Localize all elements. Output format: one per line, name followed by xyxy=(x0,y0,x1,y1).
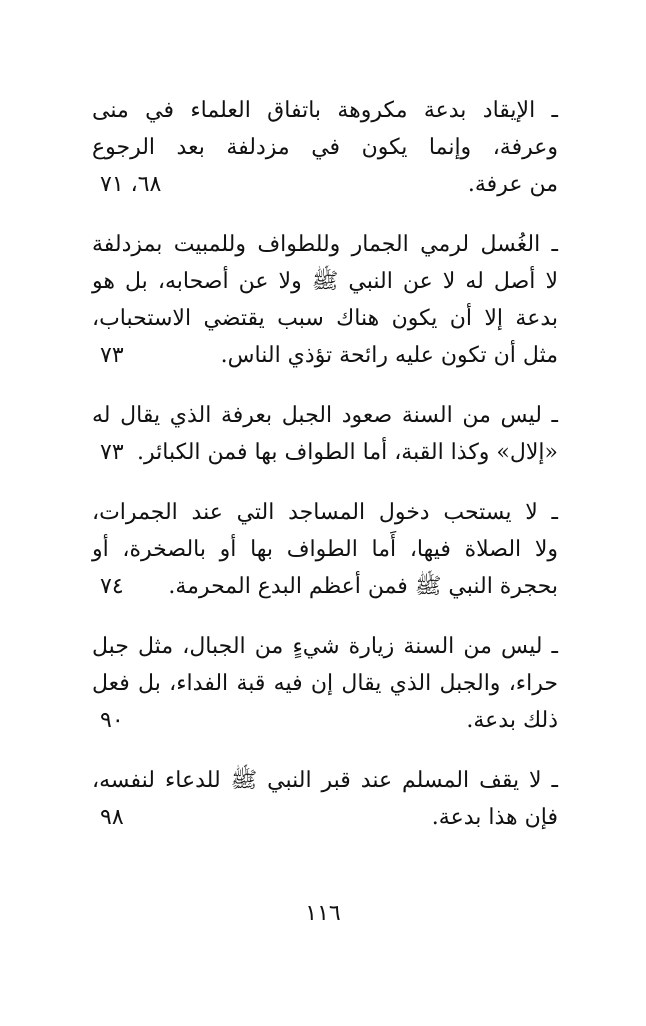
text-line-content: مثل أن تكون عليه رائحة تؤذي الناس. xyxy=(220,343,558,368)
text-line-content: «إلال» وكذا القبة، أما الطواف بها فمن الكبائر. xyxy=(136,440,558,465)
entry-5 xyxy=(92,628,558,739)
entry-3 xyxy=(92,397,558,471)
page-body xyxy=(92,92,558,859)
text-line: ـ الغُسل لرمي الجمار وللطواف وللمبيت بمزدلفة xyxy=(92,232,558,257)
text-line: وعرفة، وإنما يكون في مزدلفة بعد الرجوع xyxy=(92,135,558,160)
text-line: ـ ليس من السنة زيارة شيءٍ من الجبال، مثل جبل xyxy=(92,634,558,659)
entry-1 xyxy=(92,92,558,203)
entry-2 xyxy=(92,226,558,374)
page-reference: ٧٣ xyxy=(100,343,124,368)
text-line-last xyxy=(92,166,558,203)
page-reference: ٩٨ xyxy=(100,805,124,830)
text-line-last xyxy=(92,799,558,836)
page-reference: ٦٨، ٧١ xyxy=(100,172,162,197)
text-line-content: من عرفة. xyxy=(467,172,558,197)
text-line-last xyxy=(92,434,558,471)
text-line: ـ لا يستحب دخول المساجد التي عند الجمرات، xyxy=(92,500,558,525)
text-line-last xyxy=(92,337,558,374)
text-line: حراء، والجبل الذي يقال إن فيه قبة الفداء، بل فعل xyxy=(92,671,558,696)
entry-6 xyxy=(92,762,558,836)
entry-4 xyxy=(92,494,558,605)
page-number: ١١٦ xyxy=(305,901,341,926)
page-reference: ٩٠ xyxy=(100,708,124,733)
text-line: ـ الإيقاد بدعة مكروهة باتفاق العلماء في منى xyxy=(92,98,558,123)
page-reference: ٧٣ xyxy=(100,440,124,465)
text-line: ـ ليس من السنة صعود الجبل بعرفة الذي يقال له xyxy=(92,403,558,428)
text-line: بدعة إلا أن يكون هناك سبب يقتضي الاستحباب، xyxy=(92,306,558,331)
text-line-last xyxy=(92,568,558,605)
text-line-content: ذلك بدعة. xyxy=(466,708,558,733)
text-line: ـ لا يقف المسلم عند قبر النبي ﷺ للدعاء لنفسه، xyxy=(92,768,558,793)
text-line: لا أصل له لا عن النبي ﷺ ولا عن أصحابه، بل هو xyxy=(92,269,558,294)
text-line-content: فإن هذا بدعة. xyxy=(431,805,558,830)
page-reference: ٧٤ xyxy=(100,574,124,599)
text-line-last xyxy=(92,702,558,739)
text-line: ولا الصلاة فيها، أَما الطواف بها أو بالصخرة، أو xyxy=(92,537,558,562)
text-line-content: بحجرة النبي ﷺ فمن أعظم البدع المحرمة. xyxy=(168,574,558,599)
